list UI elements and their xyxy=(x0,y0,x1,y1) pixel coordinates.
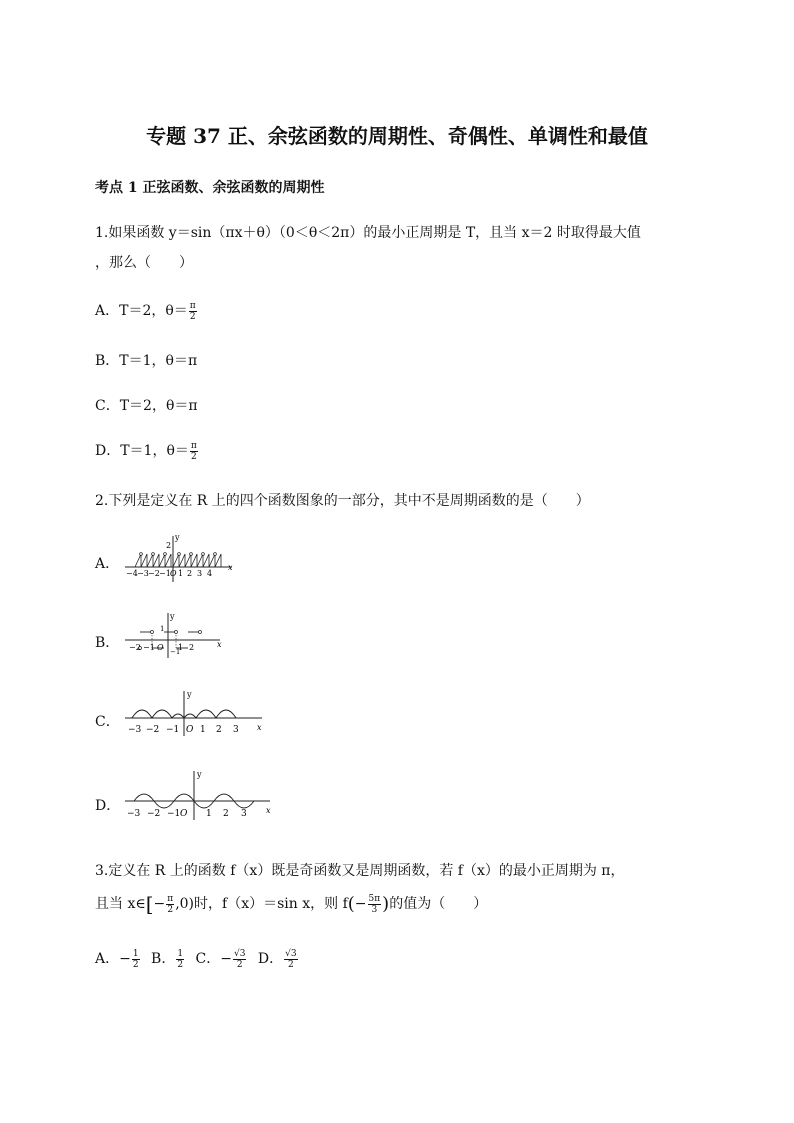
q1-line1: 1.如果函数 y＝sin（πx＋θ）（0＜θ＜2π）的最小正周期是 T，且当 x＝2 时取得最大值 xyxy=(95,225,641,241)
tick-label: −2 xyxy=(147,809,161,819)
x-axis-label: x xyxy=(228,563,233,572)
q1-option-b: B．T＝1，θ＝π xyxy=(95,353,198,369)
tick-label: −3 xyxy=(137,569,149,578)
fraction: $\frac{1}{2}$ xyxy=(177,948,184,970)
q3-line1: 3.定义在 R 上的函数 f（x）既是奇函数又是周期函数，若 f（x）的最小正周期为 π， xyxy=(95,863,625,879)
tick-label: O xyxy=(180,809,188,819)
tick-label: 1 xyxy=(178,569,184,578)
q3-option-c: C．− xyxy=(195,951,232,967)
tick-label: −1 xyxy=(143,643,155,652)
q2-label-b: B． xyxy=(95,635,120,651)
tick-label: 3 xyxy=(233,725,239,735)
q3-option-b: B． xyxy=(151,951,176,967)
q1-option-d-text: D．T＝1，θ＝ xyxy=(95,443,189,459)
graph-b xyxy=(120,610,230,660)
tick-label: O xyxy=(186,725,194,735)
q3-line2-start: 且当 x∈ xyxy=(95,896,146,912)
fraction: $\frac{\pi}{2}$ xyxy=(190,440,197,462)
tick-label: −1 xyxy=(166,725,180,735)
y-axis-label: y xyxy=(187,690,192,699)
tick-label: 3 xyxy=(197,569,203,578)
tick-label: −2 xyxy=(148,569,160,578)
x-axis-label: x xyxy=(266,806,271,815)
tick-label: 2 xyxy=(223,809,229,819)
q2-label-a: A． xyxy=(95,556,120,572)
minus-sign: − xyxy=(153,896,166,912)
q1-option-d xyxy=(95,440,199,462)
tick-label: O xyxy=(170,569,177,578)
tick-label: 2 xyxy=(189,643,195,652)
q1-option-a-text: A．T＝2，θ＝ xyxy=(95,303,188,319)
page-title: 专题 37 正、余弦函数的周期性、奇偶性、单调性和最值 xyxy=(146,124,648,148)
y-axis-label: y xyxy=(170,612,175,621)
q2-text: 2.下列是定义在 R 上的四个函数图象的一部分，其中不是周期函数的是（ ） xyxy=(95,493,590,509)
fraction: $\frac{1}{2}$ xyxy=(132,948,139,970)
minus-sign: − xyxy=(354,896,367,912)
q2-label-c: C． xyxy=(95,714,120,730)
q1-option-a xyxy=(95,300,198,322)
tick-label: 1 xyxy=(200,725,206,735)
tick-label: 1 xyxy=(206,809,212,819)
graph-a xyxy=(120,532,240,584)
paren-close: ) xyxy=(382,893,390,915)
q1-option-c: C．T＝2，θ＝π xyxy=(95,398,198,414)
interval-end: ,0) xyxy=(175,896,195,912)
tick-label: 2 xyxy=(216,725,222,735)
q2-label-d: D． xyxy=(95,798,121,814)
fraction: $\frac{\pi}{2}$ xyxy=(167,893,174,915)
y-axis-label: y xyxy=(175,533,180,542)
x-axis-label: x xyxy=(257,723,262,732)
bracket-open: [ xyxy=(145,892,154,916)
q3-options xyxy=(95,948,299,970)
q1-line2: ，那么（ ） xyxy=(95,255,193,271)
graph-d xyxy=(120,768,275,823)
fraction: $\frac{√3}{2}$ xyxy=(285,948,297,970)
y-tick-label: −1 xyxy=(170,648,181,656)
q3-option-d: D． xyxy=(257,951,284,967)
tick-label: −2 xyxy=(129,643,141,652)
tick-label: −3 xyxy=(127,809,141,819)
y-tick-label: 1 xyxy=(160,625,165,633)
tick-label: 4 xyxy=(207,569,213,578)
tick-label: −2 xyxy=(146,725,160,735)
fraction: $\frac{\pi}{2}$ xyxy=(189,300,196,322)
y-axis-label: y xyxy=(197,770,202,779)
q3-line2 xyxy=(95,892,487,916)
tick-label: −1 xyxy=(159,569,171,578)
y-tick-label: 2 xyxy=(166,541,172,550)
fraction: $\frac{√3}{2}$ xyxy=(233,948,246,970)
graph-c xyxy=(120,688,270,738)
tick-label: 1 xyxy=(178,643,184,652)
q3-line2-end: 的值为（ ） xyxy=(389,896,488,912)
tick-label: O xyxy=(157,643,164,652)
q3-option-a: A．− xyxy=(95,951,131,967)
section-heading: 考点 1 正弦函数、余弦函数的周期性 xyxy=(95,180,325,196)
tick-label: 2 xyxy=(187,569,193,578)
tick-label: −1 xyxy=(167,809,181,819)
tick-label: −3 xyxy=(128,725,142,735)
x-axis-label: x xyxy=(217,640,222,649)
q3-line2-middle: 时，f（x）＝sin x，则 f xyxy=(194,896,348,912)
tick-label: 3 xyxy=(241,809,247,819)
fraction: $\frac{5\pi}{3}$ xyxy=(368,893,381,915)
tick-label: −4 xyxy=(126,569,138,578)
paren-open: ( xyxy=(347,893,355,915)
